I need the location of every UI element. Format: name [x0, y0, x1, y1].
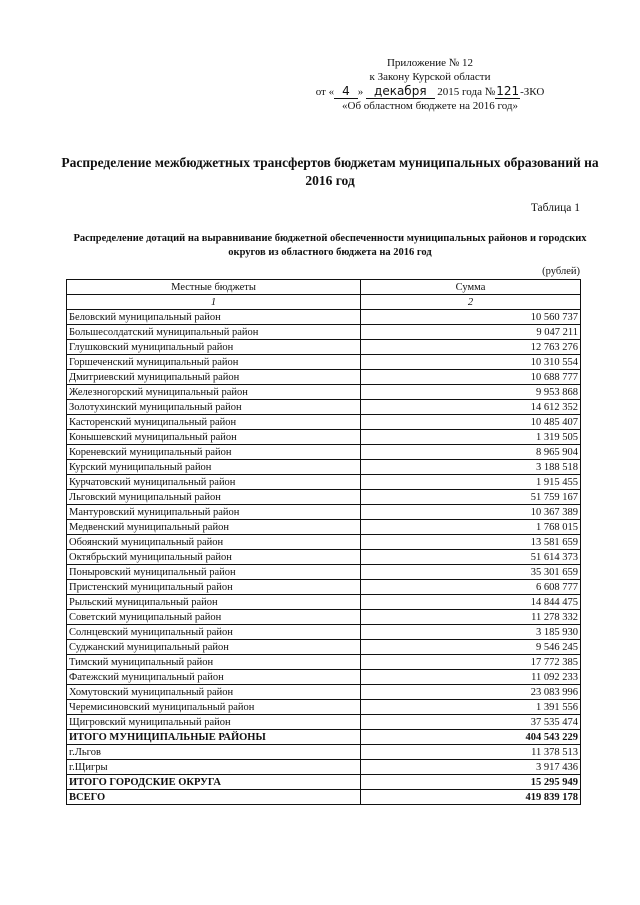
budget-sum-cell: 8 965 904 [361, 445, 581, 460]
budget-sum-cell: 10 310 554 [361, 355, 581, 370]
budget-sum-cell: 14 844 475 [361, 595, 581, 610]
budget-name-cell: Дмитриевский муниципальный район [67, 370, 361, 385]
table-row [67, 490, 581, 505]
table-row [67, 355, 581, 370]
table-header-row [67, 280, 581, 295]
column-number-2: 2 [361, 295, 581, 310]
budget-name-cell: Поныровский муниципальный район [67, 565, 361, 580]
budget-name-cell: Горшеченский муниципальный район [67, 355, 361, 370]
law-suffix: -ЗКО [520, 86, 545, 98]
table-row [67, 535, 581, 550]
table-row [67, 400, 581, 415]
table-row [67, 385, 581, 400]
appendix-header [300, 56, 560, 113]
budget-name-cell: Золотухинский муниципальный район [67, 400, 361, 415]
units-label: (рублей) [542, 266, 580, 277]
budget-sum-cell: 1 319 505 [361, 430, 581, 445]
budget-name-cell: Тимский муниципальный район [67, 655, 361, 670]
budget-sum-cell: 10 485 407 [361, 415, 581, 430]
table-row [67, 310, 581, 325]
budget-sum-cell: 404 543 229 [361, 730, 581, 745]
budget-name-cell: Курский муниципальный район [67, 460, 361, 475]
column-number-1: 1 [67, 295, 361, 310]
budget-name-cell: Черемисиновский муниципальный район [67, 700, 361, 715]
handwritten-day: 4 [334, 84, 358, 99]
budget-name-cell: Курчатовский муниципальный район [67, 475, 361, 490]
table-row [67, 610, 581, 625]
table-row [67, 520, 581, 535]
budget-name-cell: Льговский муниципальный район [67, 490, 361, 505]
table-row [67, 445, 581, 460]
table-row [67, 430, 581, 445]
date-mid: » [357, 86, 364, 98]
table-subtitle: Распределение дотаций на выравнивание бюджетной обеспеченности муниципальных районов и городских округов из областного бюджета на 2016 год [73, 233, 587, 258]
budget-sum-cell: 35 301 659 [361, 565, 581, 580]
budget-sum-cell: 11 378 513 [361, 745, 581, 760]
handwritten-law-number: 121 [496, 84, 520, 98]
table-row [67, 595, 581, 610]
budget-name-cell: Рыльский муниципальный район [67, 595, 361, 610]
table-row [67, 475, 581, 490]
budget-name-cell: Медвенский муниципальный район [67, 520, 361, 535]
budget-sum-cell: 9 047 211 [361, 325, 581, 340]
budget-name-cell: Обоянский муниципальный район [67, 535, 361, 550]
budget-table-body [67, 280, 581, 805]
budget-sum-cell: 10 688 777 [361, 370, 581, 385]
budget-sum-cell: 1 768 015 [361, 520, 581, 535]
header-sum: Сумма [361, 280, 581, 295]
budget-sum-cell: 1 915 455 [361, 475, 581, 490]
budget-sum-cell: 9 546 245 [361, 640, 581, 655]
table-row [67, 700, 581, 715]
budget-sum-cell: 11 092 233 [361, 670, 581, 685]
appendix-law-ref: к Закону Курской области [369, 71, 491, 83]
budget-name-cell: Октябрьский муниципальный район [67, 550, 361, 565]
budget-sum-cell: 12 763 276 [361, 340, 581, 355]
budget-sum-cell: 6 608 777 [361, 580, 581, 595]
budget-sum-cell: 23 083 996 [361, 685, 581, 700]
budget-name-cell: Касторенский муниципальный район [67, 415, 361, 430]
table-row [67, 670, 581, 685]
budget-sum-cell: 3 188 518 [361, 460, 581, 475]
budget-name-cell: Конышевский муниципальный район [67, 430, 361, 445]
column-number-row [67, 295, 581, 310]
table-row [67, 460, 581, 475]
budget-sum-cell: 13 581 659 [361, 535, 581, 550]
budget-name-cell: г.Щигры [67, 760, 361, 775]
budget-sum-cell: 3 185 930 [361, 625, 581, 640]
budget-sum-cell: 10 367 389 [361, 505, 581, 520]
budget-name-cell: Пристенский муниципальный район [67, 580, 361, 595]
budget-name-cell: Фатежский муниципальный район [67, 670, 361, 685]
budget-name-cell: Кореневский муниципальный район [67, 445, 361, 460]
table-row [67, 760, 581, 775]
budget-name-cell: Железногорский муниципальный район [67, 385, 361, 400]
budget-sum-cell: 51 614 373 [361, 550, 581, 565]
budget-sum-cell: 15 295 949 [361, 775, 581, 790]
table-row [67, 655, 581, 670]
table-row [67, 625, 581, 640]
document-title: Распределение межбюджетных трансфертов бюджетам муниципальных образований на 2016 год [61, 155, 599, 188]
handwritten-month: декабря [366, 84, 435, 99]
table-row [67, 715, 581, 730]
budget-name-cell: Щигровский муниципальный район [67, 715, 361, 730]
budget-sum-cell: 1 391 556 [361, 700, 581, 715]
table-row [67, 340, 581, 355]
date-suffix: 2015 года № [437, 86, 496, 98]
budget-name-cell: ИТОГО МУНИЦИПАЛЬНЫЕ РАЙОНЫ [67, 730, 361, 745]
budget-table [66, 279, 581, 805]
budget-name-cell: Солнцевский муниципальный район [67, 625, 361, 640]
budget-name-cell: Советский муниципальный район [67, 610, 361, 625]
header-local-budgets: Местные бюджеты [67, 280, 361, 295]
table-row [67, 640, 581, 655]
appendix-date-line [300, 84, 560, 99]
appendix-number: Приложение № 12 [386, 57, 474, 69]
table-label: Таблица 1 [530, 202, 580, 214]
budget-name-cell: Хомутовский муниципальный район [67, 685, 361, 700]
table-row [67, 745, 581, 760]
budget-name-cell: ИТОГО ГОРОДСКИЕ ОКРУГА [67, 775, 361, 790]
budget-sum-cell: 37 535 474 [361, 715, 581, 730]
budget-name-cell: г.Льгов [67, 745, 361, 760]
budget-name-cell: Беловский муниципальный район [67, 310, 361, 325]
budget-sum-cell: 9 953 868 [361, 385, 581, 400]
table-total-row [67, 775, 581, 790]
appendix-law-title: «Об областном бюджете на 2016 год» [342, 100, 518, 112]
table-row [67, 325, 581, 340]
table-row [67, 415, 581, 430]
budget-name-cell: Глушковский муниципальный район [67, 340, 361, 355]
budget-name-cell: ВСЕГО [67, 790, 361, 805]
date-prefix: от « [315, 86, 335, 98]
table-row [67, 580, 581, 595]
budget-sum-cell: 10 560 737 [361, 310, 581, 325]
budget-sum-cell: 51 759 167 [361, 490, 581, 505]
budget-sum-cell: 17 772 385 [361, 655, 581, 670]
budget-name-cell: Большесолдатский муниципальный район [67, 325, 361, 340]
table-row [67, 685, 581, 700]
budget-name-cell: Мантуровский муниципальный район [67, 505, 361, 520]
table-row [67, 565, 581, 580]
table-row [67, 550, 581, 565]
table-row [67, 505, 581, 520]
budget-sum-cell: 3 917 436 [361, 760, 581, 775]
table-total-row [67, 730, 581, 745]
table-total-row [67, 790, 581, 805]
budget-sum-cell: 14 612 352 [361, 400, 581, 415]
table-row [67, 370, 581, 385]
budget-sum-cell: 419 839 178 [361, 790, 581, 805]
budget-sum-cell: 11 278 332 [361, 610, 581, 625]
budget-name-cell: Суджанский муниципальный район [67, 640, 361, 655]
